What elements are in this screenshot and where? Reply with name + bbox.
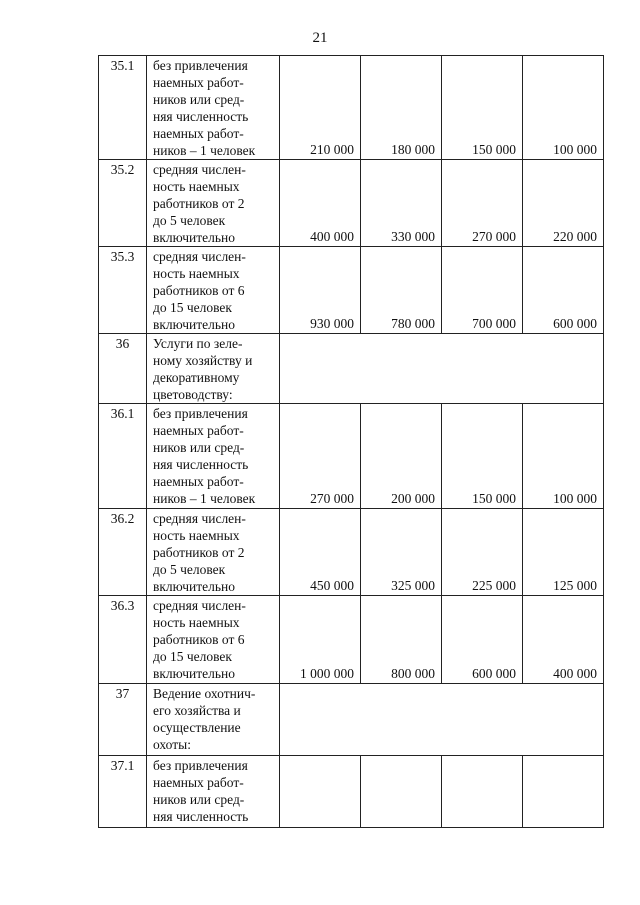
value-cell [361, 756, 442, 827]
value-cell: 400 000 [553, 666, 597, 681]
value-cell: 270 000 [442, 160, 523, 246]
desc-line: наемных работ- [153, 775, 244, 790]
row-description [147, 404, 280, 508]
row-description [147, 160, 280, 246]
desc-line: работников от 2 [153, 196, 245, 211]
desc-line: ников или сред- [153, 792, 245, 807]
row-number: 36 [99, 334, 147, 403]
desc-line: работников от 6 [153, 632, 245, 647]
row-description [147, 247, 280, 333]
row-number: 37 [99, 684, 147, 755]
desc-line: до 15 человек [153, 649, 232, 664]
desc-line: декоративному [153, 370, 240, 385]
desc-line: работников от 6 [153, 283, 245, 298]
desc-line: няя численность [153, 809, 249, 824]
desc-line: работников от 2 [153, 545, 245, 560]
desc-line: няя численность [153, 457, 249, 472]
value-cell: 600 000 [553, 316, 597, 331]
desc-line: ность наемных [153, 266, 240, 281]
value-cell: 330 000 [361, 160, 442, 246]
desc-line: до 5 человек [153, 213, 226, 228]
desc-line: до 5 человек [153, 562, 226, 577]
desc-line: без привлечения [153, 58, 248, 73]
desc-line: его хозяйства и [153, 703, 241, 718]
desc-line: ников – 1 человек [153, 491, 256, 506]
row-number: 35.2 [99, 160, 147, 246]
row-number: 35.1 [99, 56, 147, 159]
value-cell: 800 000 [361, 596, 442, 683]
value-cell: 1 000 000 [280, 596, 361, 683]
desc-line: Услуги по зеле- [153, 336, 243, 351]
desc-line: ному хозяйству и [153, 353, 253, 368]
value-cell: 100 000 [553, 491, 597, 506]
value-cell: 930 000 [280, 247, 361, 333]
row-number: 37.1 [99, 756, 147, 827]
desc-line: включительно [153, 230, 236, 245]
row-description [147, 756, 280, 827]
table-row [98, 509, 604, 596]
value-cell [523, 756, 603, 827]
desc-line: ников или сред- [153, 440, 245, 455]
value-cell: 220 000 [553, 229, 597, 244]
desc-line: ников или сред- [153, 92, 245, 107]
merged-empty-cell [280, 684, 603, 755]
merged-empty-cell [280, 334, 603, 403]
value-cell: 150 000 [442, 56, 523, 159]
value-cell: 600 000 [442, 596, 523, 683]
desc-line: средняя числен- [153, 511, 246, 526]
value-cell: 400 000 [280, 160, 361, 246]
desc-line: до 15 человек [153, 300, 232, 315]
value-cell: 225 000 [442, 509, 523, 595]
desc-line: ность наемных [153, 615, 240, 630]
desc-line: наемных работ- [153, 75, 244, 90]
value-cell [280, 756, 361, 827]
desc-line: включительно [153, 317, 236, 332]
row-description [147, 596, 280, 683]
row-description [147, 509, 280, 595]
table-row [98, 334, 604, 404]
desc-line: включительно [153, 579, 236, 594]
row-number: 36.1 [99, 404, 147, 508]
value-cell: 780 000 [361, 247, 442, 333]
rates-table [98, 55, 604, 828]
desc-line: наемных работ- [153, 126, 244, 141]
row-description [147, 334, 280, 403]
desc-line: Ведение охотнич- [153, 686, 256, 701]
value-cell: 150 000 [442, 404, 523, 508]
desc-line: ность наемных [153, 528, 240, 543]
table-row [98, 684, 604, 756]
table-row [98, 160, 604, 247]
value-cell: 700 000 [442, 247, 523, 333]
desc-line: ников – 1 человек [153, 143, 256, 158]
table-row [98, 756, 604, 828]
value-cell: 125 000 [553, 578, 597, 593]
desc-line: без привлечения [153, 406, 248, 421]
page-number: 21 [312, 30, 328, 46]
value-cell: 210 000 [280, 56, 361, 159]
desc-line: средняя числен- [153, 249, 246, 264]
value-cell: 270 000 [280, 404, 361, 508]
desc-line: осуществление [153, 720, 241, 735]
value-cell: 100 000 [553, 142, 597, 157]
desc-line: цветоводству: [153, 387, 233, 402]
desc-line: наемных работ- [153, 474, 244, 489]
desc-line: средняя числен- [153, 598, 246, 613]
value-cell: 325 000 [361, 509, 442, 595]
row-number: 35.3 [99, 247, 147, 333]
value-cell: 200 000 [361, 404, 442, 508]
value-cell [442, 756, 523, 827]
desc-line: охоты: [153, 737, 191, 752]
desc-line: ность наемных [153, 179, 240, 194]
desc-line: няя численность [153, 109, 249, 124]
table-row [98, 404, 604, 509]
row-number: 36.2 [99, 509, 147, 595]
table-row [98, 247, 604, 334]
row-number: 36.3 [99, 596, 147, 683]
desc-line: наемных работ- [153, 423, 244, 438]
desc-line: без привлечения [153, 758, 248, 773]
row-description [147, 684, 280, 755]
desc-line: средняя числен- [153, 162, 246, 177]
row-description [147, 56, 280, 159]
desc-line: включительно [153, 666, 236, 681]
value-cell: 180 000 [361, 56, 442, 159]
value-cell: 450 000 [280, 509, 361, 595]
table-row [98, 55, 604, 160]
table-row [98, 596, 604, 684]
